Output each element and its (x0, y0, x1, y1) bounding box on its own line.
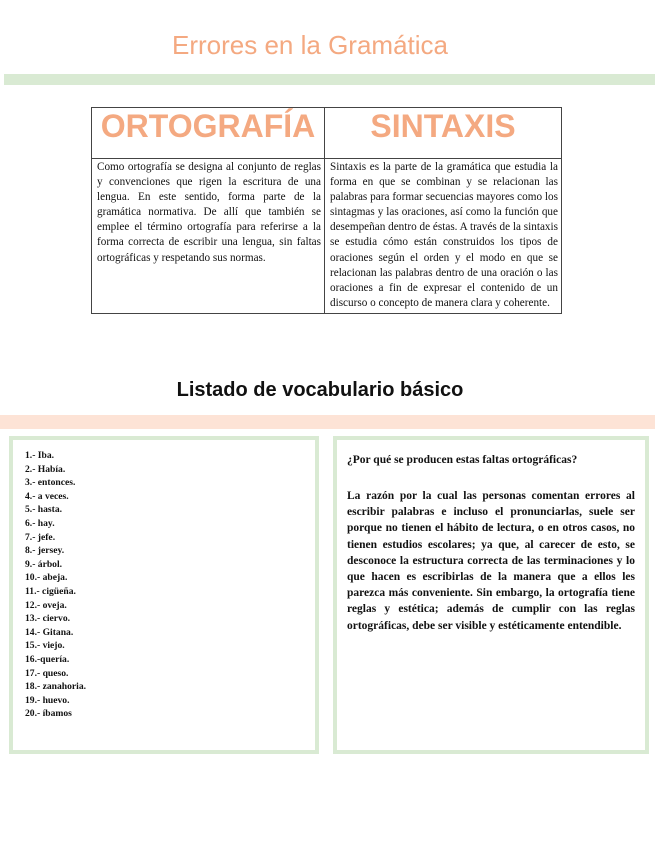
ortografia-definition: Como ortografía se designa al conjunto de reglas y convenciones que rigen la escritura de una lengua. En este sentido, forma parte de la gramática normativa. De allí que también se emplee el término ortografía para referirse a la forma correcta de escribir una lengua, sin faltas ortográficas y respetando sus normas. (92, 159, 325, 314)
faq-question: ¿Por qué se producen estas faltas ortográficas? (347, 454, 578, 466)
list-item: 14.- Gitana. (25, 626, 74, 638)
list-item: 5.- hasta. (25, 504, 63, 516)
list-item: 13.- ciervo. (25, 613, 71, 625)
green-divider (4, 74, 655, 85)
list-item: 11.- cigüeña. (25, 585, 76, 597)
header-ortografia: ORTOGRAFÍA (92, 108, 325, 159)
list-item: 15.- viejo. (25, 640, 65, 652)
list-item: 7.- jefe. (25, 531, 56, 543)
list-item: 16.-quería. (25, 653, 70, 665)
page-title: Errores en la Gramática (172, 30, 448, 60)
list-item: 3.- entonces. (25, 477, 76, 489)
explanation-panel (333, 436, 649, 754)
vocabulary-list (25, 449, 315, 721)
header-sintaxis: SINTAXIS (325, 108, 562, 159)
list-item: 17.- queso. (25, 667, 69, 679)
comparison-table (91, 107, 562, 314)
pink-divider (0, 415, 655, 429)
list-item: 19.- huevo. (25, 694, 70, 706)
list-item: 2.- Había. (25, 463, 66, 475)
list-item: 10.- abeja. (25, 572, 68, 584)
list-item: 12.- oveja. (25, 599, 67, 611)
list-item: 6.- hay. (25, 517, 55, 529)
sintaxis-definition: Sintaxis es la parte de la gramática que estudia la forma en que se combinan y se relacionan las palabras para formar secuencias mayores como los sintagmas y las oraciones, así como la función que desempeñan dentro de éstas. A través de la sintaxis se estudia cómo están construidos los tipos de oraciones según el orden y el modo en que se relacionan las palabras dentro de una oración o las oraciones a fin de expresar el contenido de un discurso o concepto de manera clara y coherente. (325, 159, 562, 314)
list-item: 8.- jersey. (25, 545, 65, 557)
list-item: 18.- zanahoria. (25, 681, 87, 693)
faq-answer: La razón por la cual las personas comentan errores al escribir palabras e incluso el pronunciarlas, suele ser porque no tienen el hábito de lectura, o en otros casos, no tienen estudios escolares; ya que, al carecer de esto, se desconoce la estructura correcta de las terminaciones y lo que hacen es escribirlas de la manera que a ellos les parezca más conveniente. Sin embargo, la ortografía tiene reglas y estética; además de cumplir con las reglas ortográficas, debe ser visible y estéticamente entendible. (347, 490, 635, 632)
list-item: 20.- íbamos (25, 708, 72, 720)
list-item: 4.- a veces. (25, 490, 69, 502)
vocabulary-heading: Listado de vocabulario básico (176, 379, 464, 401)
vocabulary-panel (9, 436, 319, 754)
list-item: 9.- árbol. (25, 558, 63, 570)
list-item: 1.- Iba. (25, 450, 55, 461)
